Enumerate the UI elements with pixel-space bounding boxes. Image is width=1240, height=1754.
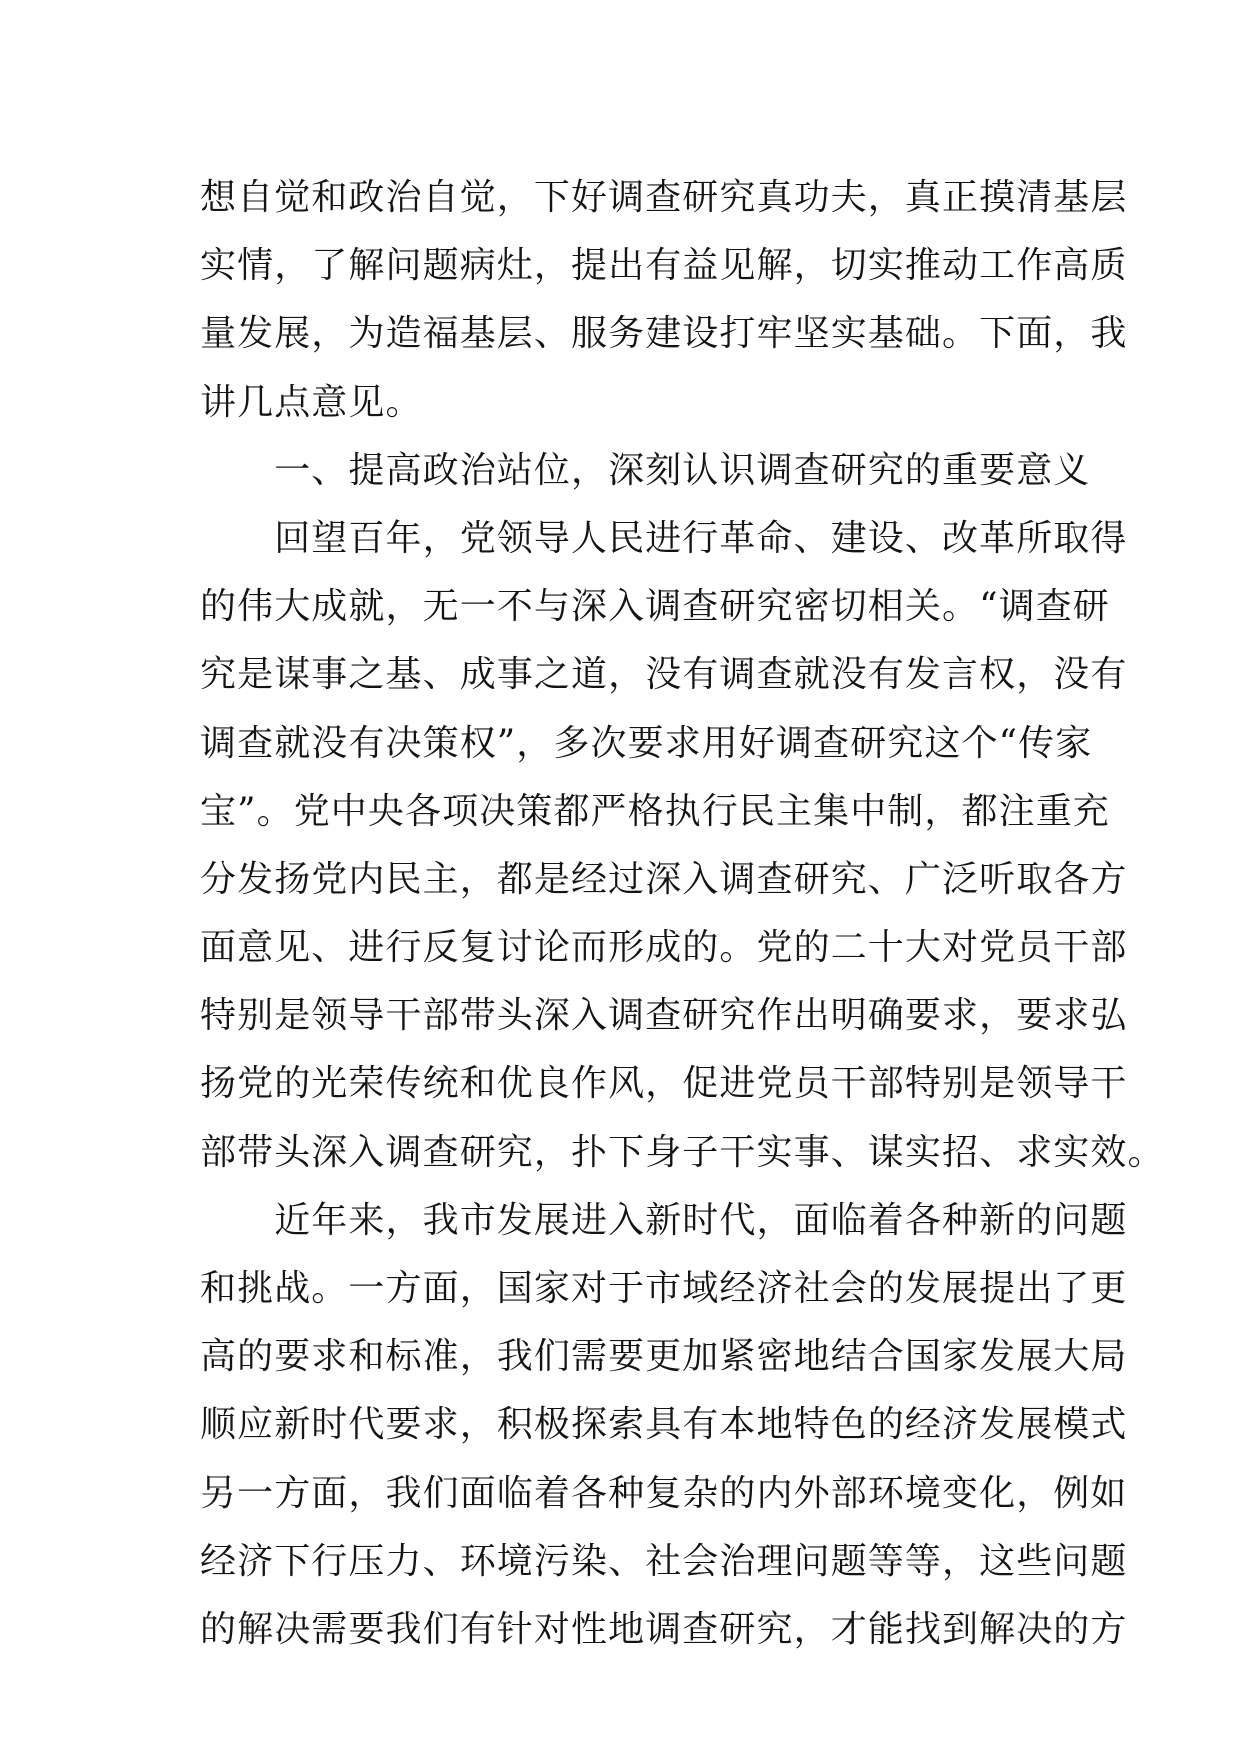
- text-line: 究是谋事之基、成事之道，没有调查就没有发言权，没有: [200, 654, 1128, 696]
- text-line: 经济下行压力、环境污染、社会治理问题等等，这些问题: [200, 1540, 1128, 1582]
- text-line: 分发扬党内民主，都是经过深入调查研究、广泛听取各方: [200, 858, 1128, 900]
- text-line: 调查就没有决策权”，多次要求用好调查研究这个“传家: [200, 722, 1093, 764]
- text-line: 另一方面，我们面临着各种复杂的内外部环境变化，例如: [200, 1472, 1128, 1514]
- text-line: 和挑战。一方面，国家对于市域经济社会的发展提出了更: [200, 1268, 1128, 1309]
- text-line: 回望百年，党领导人民进行革命、建设、改革所取得: [200, 517, 1128, 559]
- text-line: 的伟大成就，无一不与深入调查研究密切相关。“调查研: [200, 586, 1110, 628]
- text-line: 想自觉和政治自觉，下好调查研究真功夫，真正摸清基层: [200, 177, 1128, 218]
- text-line: 部带头深入调查研究，扑下身子干实事、谋实招、求实效。: [200, 1131, 1165, 1173]
- section-heading: 一、提高政治站位，深刻认识调查研究的重要意义: [200, 449, 1091, 491]
- text-line: 高的要求和标准，我们需要更加紧密地结合国家发展大局: [200, 1336, 1128, 1378]
- text-line: 面意见、进行反复讨论而形成的。党的二十大对党员干部: [200, 927, 1128, 969]
- text-line: 的解决需要我们有针对性地调查研究，才能找到解决的方: [200, 1608, 1128, 1650]
- text-line: 扬党的光荣传统和优良作风，促进党员干部特别是领导干: [200, 1063, 1128, 1105]
- text-line: 顺应新时代要求，积极探索具有本地特色的经济发展模式: [200, 1404, 1128, 1446]
- text-line: 讲几点意见。: [200, 381, 423, 423]
- text-line: 近年来，我市发展进入新时代，面临着各种新的问题: [200, 1199, 1128, 1241]
- text-line: 实情，了解问题病灶，提出有益见解，切实推动工作高质: [200, 245, 1128, 287]
- text-line: 宝”。党中央各项决策都严格执行民主集中制，都注重充: [200, 790, 1110, 832]
- body-text: [200, 164, 1165, 1664]
- text-line: 量发展，为造福基层、服务建设打牢坚实基础。下面，我: [200, 313, 1128, 355]
- text-line: 特别是领导干部带头深入调查研究作出明确要求，要求弘: [200, 995, 1128, 1037]
